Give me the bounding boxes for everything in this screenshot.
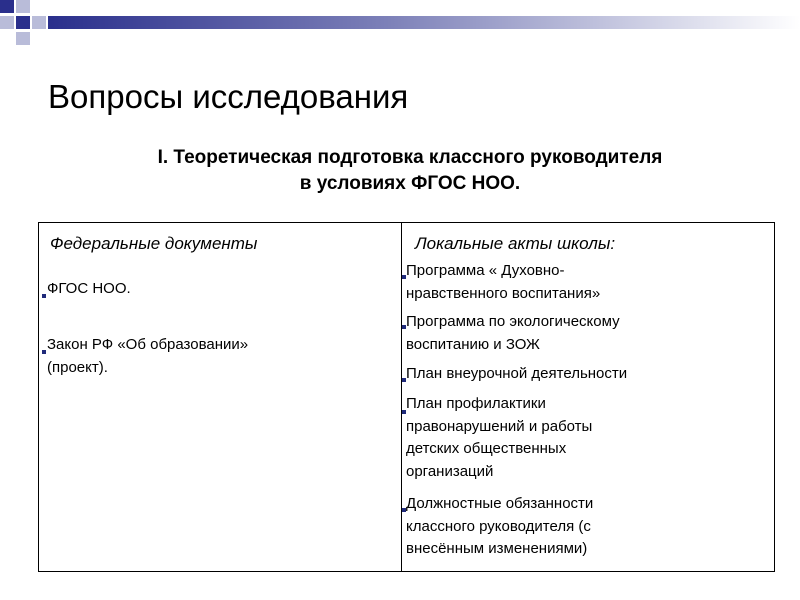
header-decoration: [0, 0, 800, 60]
list-item: [406, 311, 746, 356]
subtitle-line: в условиях ФГОС НОО.: [299, 173, 521, 194]
page-title: Вопросы исследования: [48, 78, 409, 115]
documents-table: [38, 222, 775, 572]
deco-square: [32, 0, 46, 13]
list-item-text: (проект).: [47, 358, 108, 376]
page-subtitle: [40, 145, 780, 197]
list-item-text: Программа по экологическому: [406, 313, 620, 330]
subtitle-line: I. Теоретическая подготовка классного руководителя: [157, 147, 663, 168]
bullet-icon: [42, 350, 46, 354]
local-acts-column: [402, 223, 774, 571]
list-item-text: классного руководителя (с: [406, 517, 591, 535]
list-item: [47, 278, 387, 301]
column-heading: Локальные акты школы:: [415, 234, 616, 253]
list-item: [47, 334, 387, 379]
deco-square: [16, 32, 30, 45]
deco-square: [0, 16, 14, 29]
deco-gradient-bar: [48, 16, 800, 29]
bullet-icon: [42, 294, 46, 298]
list-item-text: Программа « Духовно-: [406, 262, 565, 279]
list-item: [406, 260, 746, 305]
list-item-text: План профилактики: [406, 395, 546, 412]
list-item-text: нравственного воспитания»: [406, 284, 601, 302]
deco-square: [16, 0, 30, 13]
deco-square: [0, 0, 14, 13]
list-item-text: детских общественных: [406, 440, 567, 457]
list-item-text: План внеурочной деятельности: [406, 365, 628, 382]
list-item: [406, 363, 746, 386]
list-item-text: организаций: [406, 462, 494, 480]
list-item-text: Закон РФ «Об образовании»: [47, 336, 249, 353]
list-item-text: Должностные обязанности: [406, 495, 594, 512]
list-item-text: ФГОС НОО.: [47, 280, 131, 297]
federal-documents-column: [39, 223, 401, 571]
list-item-text: воспитанию и ЗОЖ: [406, 335, 540, 353]
deco-square: [32, 16, 46, 29]
column-heading: Федеральные документы: [50, 234, 258, 253]
deco-square: [16, 16, 30, 29]
list-item-text: правонарушений и работы: [406, 417, 593, 435]
list-item: [406, 393, 746, 483]
list-item: [406, 493, 746, 561]
list-item-text: внесённым изменениями): [406, 540, 588, 557]
